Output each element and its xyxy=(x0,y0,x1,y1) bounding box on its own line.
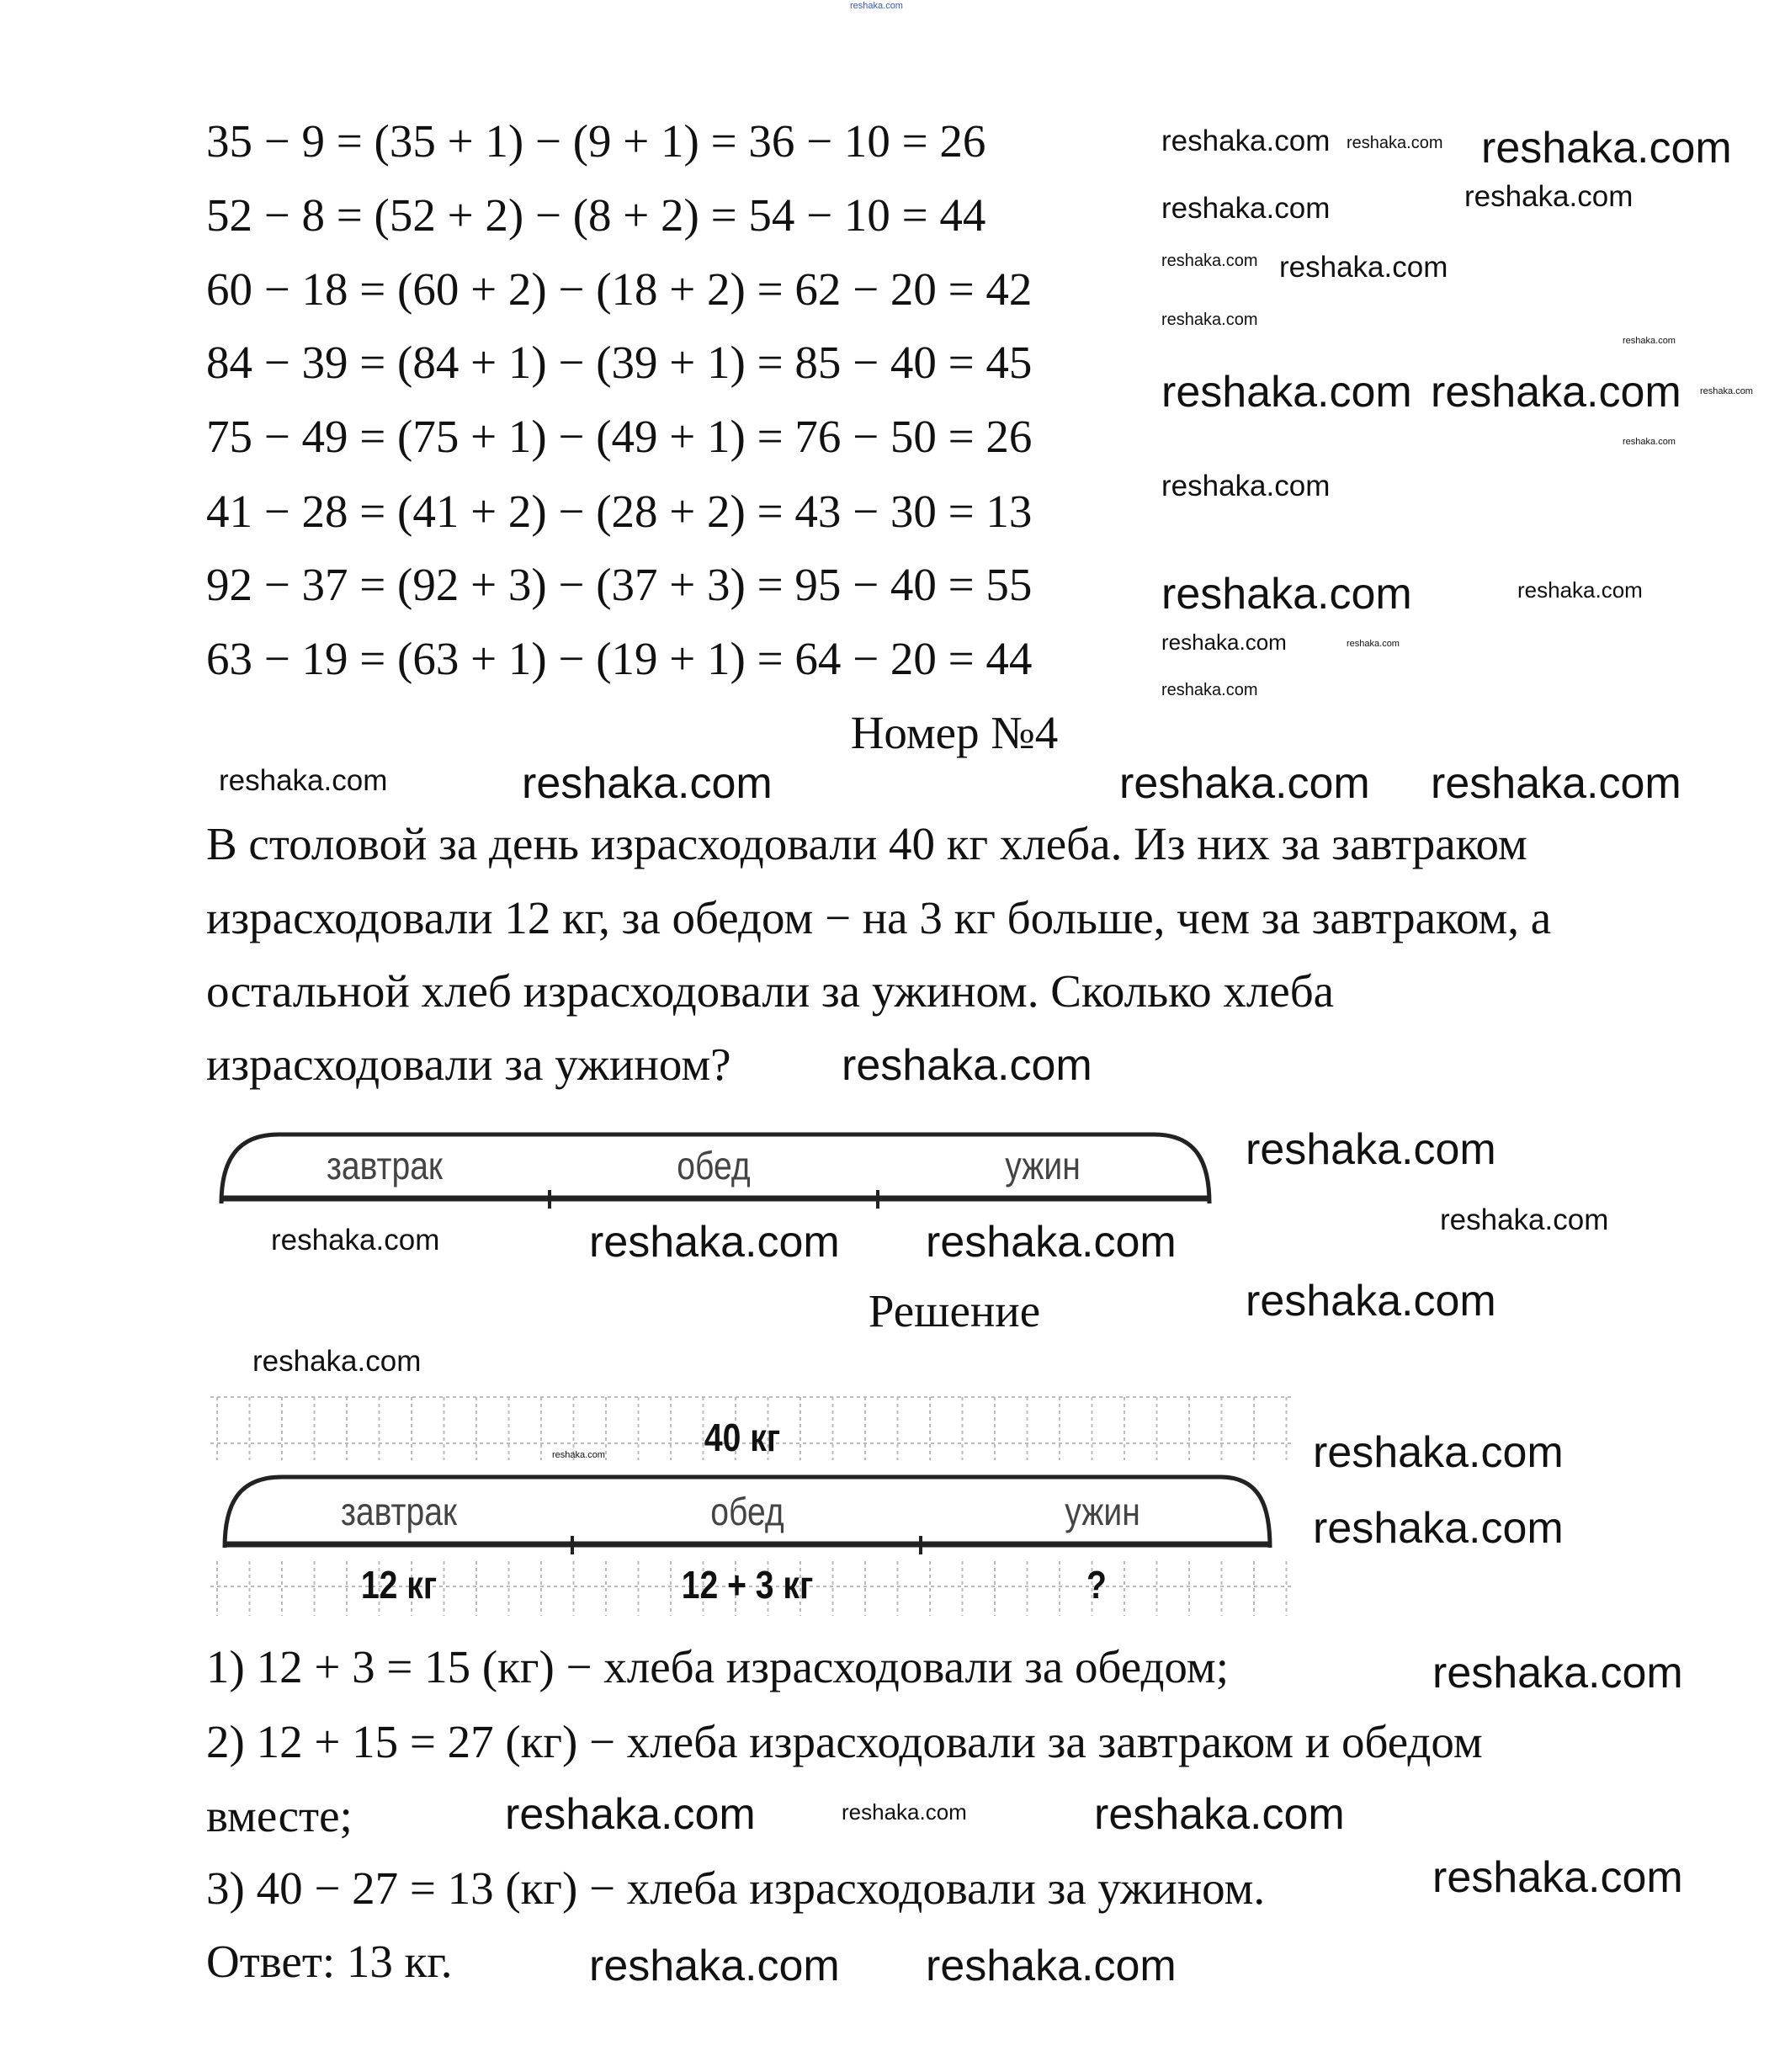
value-lunch: 12 + 3 кг xyxy=(681,1563,814,1607)
watermark: reshaka.com xyxy=(1440,1203,1609,1236)
segment-label-dinner: ужин xyxy=(1065,1490,1140,1533)
total-label: 40 кг xyxy=(704,1416,781,1459)
watermark: reshaka.com xyxy=(271,1224,440,1256)
problem-line: израсходовали за ужином? xyxy=(206,1039,731,1090)
segment-diagram xyxy=(220,1128,1211,1212)
solution-title: Решение xyxy=(868,1285,1041,1336)
watermark: reshaka.com xyxy=(219,764,388,797)
watermark: reshaka.com xyxy=(1161,470,1331,502)
watermark: reshaka.com xyxy=(505,1790,756,1839)
watermark: reshaka.com xyxy=(1481,124,1732,173)
watermark: reshaka.com xyxy=(1623,437,1676,447)
solution-diagram xyxy=(210,1393,1291,1620)
watermark: reshaka.com xyxy=(1431,759,1681,808)
watermark: reshaka.com xyxy=(1119,759,1370,808)
segment-label-lunch: обед xyxy=(677,1144,751,1187)
watermark: reshaka.com xyxy=(1431,368,1681,417)
problem-line: израсходовали 12 кг, за обедом − на 3 кг больше, чем за завтраком, а xyxy=(206,892,1552,943)
equation: 92 − 37 = (92 + 3) − (37 + 3) = 95 − 40 = 55 xyxy=(206,559,1033,610)
watermark: reshaka.com xyxy=(1161,252,1258,270)
segment-label-breakfast: завтрак xyxy=(340,1490,458,1533)
watermark: reshaka.com xyxy=(1347,134,1443,152)
watermark: reshaka.com xyxy=(1246,1277,1496,1326)
watermark: reshaka.com xyxy=(1161,570,1412,619)
watermark: reshaka.com xyxy=(1347,639,1400,649)
watermark: reshaka.com xyxy=(1161,368,1412,417)
segment-label-breakfast: завтрак xyxy=(326,1144,444,1187)
watermark: reshaka.com xyxy=(1161,630,1287,655)
watermark: reshaka.com xyxy=(926,1942,1177,1990)
solution-line: 2) 12 + 15 = 27 (кг) − хлеба израсходовали за завтраком и обедом xyxy=(206,1716,1483,1767)
task-title: Номер №4 xyxy=(850,707,1059,758)
watermark: reshaka.com xyxy=(1161,192,1331,225)
equation: 60 − 18 = (60 + 2) − (18 + 2) = 62 − 20 = 42 xyxy=(206,263,1033,315)
watermark: reshaka.com xyxy=(1161,125,1331,157)
watermark: reshaka.com xyxy=(850,1,903,11)
watermark: reshaka.com xyxy=(1517,577,1643,603)
equation: 41 − 28 = (41 + 2) − (28 + 2) = 43 − 30 = 13 xyxy=(206,486,1033,537)
watermark: reshaka.com xyxy=(1432,1853,1683,1902)
watermark: reshaka.com xyxy=(1623,336,1676,346)
watermark: reshaka.com xyxy=(522,759,773,808)
watermark: reshaka.com xyxy=(1464,180,1634,213)
watermark: reshaka.com xyxy=(1161,311,1258,329)
value-dinner: ? xyxy=(1086,1563,1107,1607)
segment-label-lunch: обед xyxy=(710,1490,784,1533)
equation: 75 − 49 = (75 + 1) − (49 + 1) = 76 − 50 = 26 xyxy=(206,411,1033,462)
equation: 84 − 39 = (84 + 1) − (39 + 1) = 85 − 40 = 45 xyxy=(206,337,1033,388)
solution-line: 1) 12 + 3 = 15 (кг) − хлеба израсходовали за обедом; xyxy=(206,1641,1229,1692)
watermark: reshaka.com xyxy=(552,1450,605,1460)
watermark: reshaka.com xyxy=(926,1218,1177,1267)
watermark: reshaka.com xyxy=(1279,251,1448,284)
value-breakfast: 12 кг xyxy=(360,1563,438,1607)
watermark: reshaka.com xyxy=(589,1218,840,1267)
watermark: reshaka.com xyxy=(1313,1504,1564,1553)
watermark: reshaka.com xyxy=(842,1041,1092,1090)
watermark: reshaka.com xyxy=(1700,386,1753,396)
solution-line: 3) 40 − 27 = 13 (кг) − хлеба израсходовали за ужином. xyxy=(206,1862,1266,1914)
solution-line: вместе; xyxy=(206,1790,353,1841)
watermark: reshaka.com xyxy=(252,1345,422,1378)
watermark: reshaka.com xyxy=(589,1942,840,1990)
problem-line: В столовой за день израсходовали 40 кг хлеба. Из них за завтраком xyxy=(206,818,1527,869)
watermark: reshaka.com xyxy=(1094,1790,1345,1839)
watermark: reshaka.com xyxy=(1246,1125,1496,1174)
answer-line: Ответ: 13 кг. xyxy=(206,1936,453,1987)
watermark: reshaka.com xyxy=(1313,1428,1564,1477)
watermark: reshaka.com xyxy=(842,1799,967,1825)
equation: 63 − 19 = (63 + 1) − (19 + 1) = 64 − 20 = 44 xyxy=(206,633,1033,684)
segment-label-dinner: ужин xyxy=(1005,1144,1081,1187)
watermark: reshaka.com xyxy=(1161,681,1258,699)
problem-line: остальной хлеб израсходовали за ужином. Сколько хлеба xyxy=(206,965,1335,1017)
equation: 52 − 8 = (52 + 2) − (8 + 2) = 54 − 10 = 44 xyxy=(206,189,986,241)
watermark: reshaka.com xyxy=(1432,1649,1683,1697)
equation: 35 − 9 = (35 + 1) − (9 + 1) = 36 − 10 = 26 xyxy=(206,115,986,167)
